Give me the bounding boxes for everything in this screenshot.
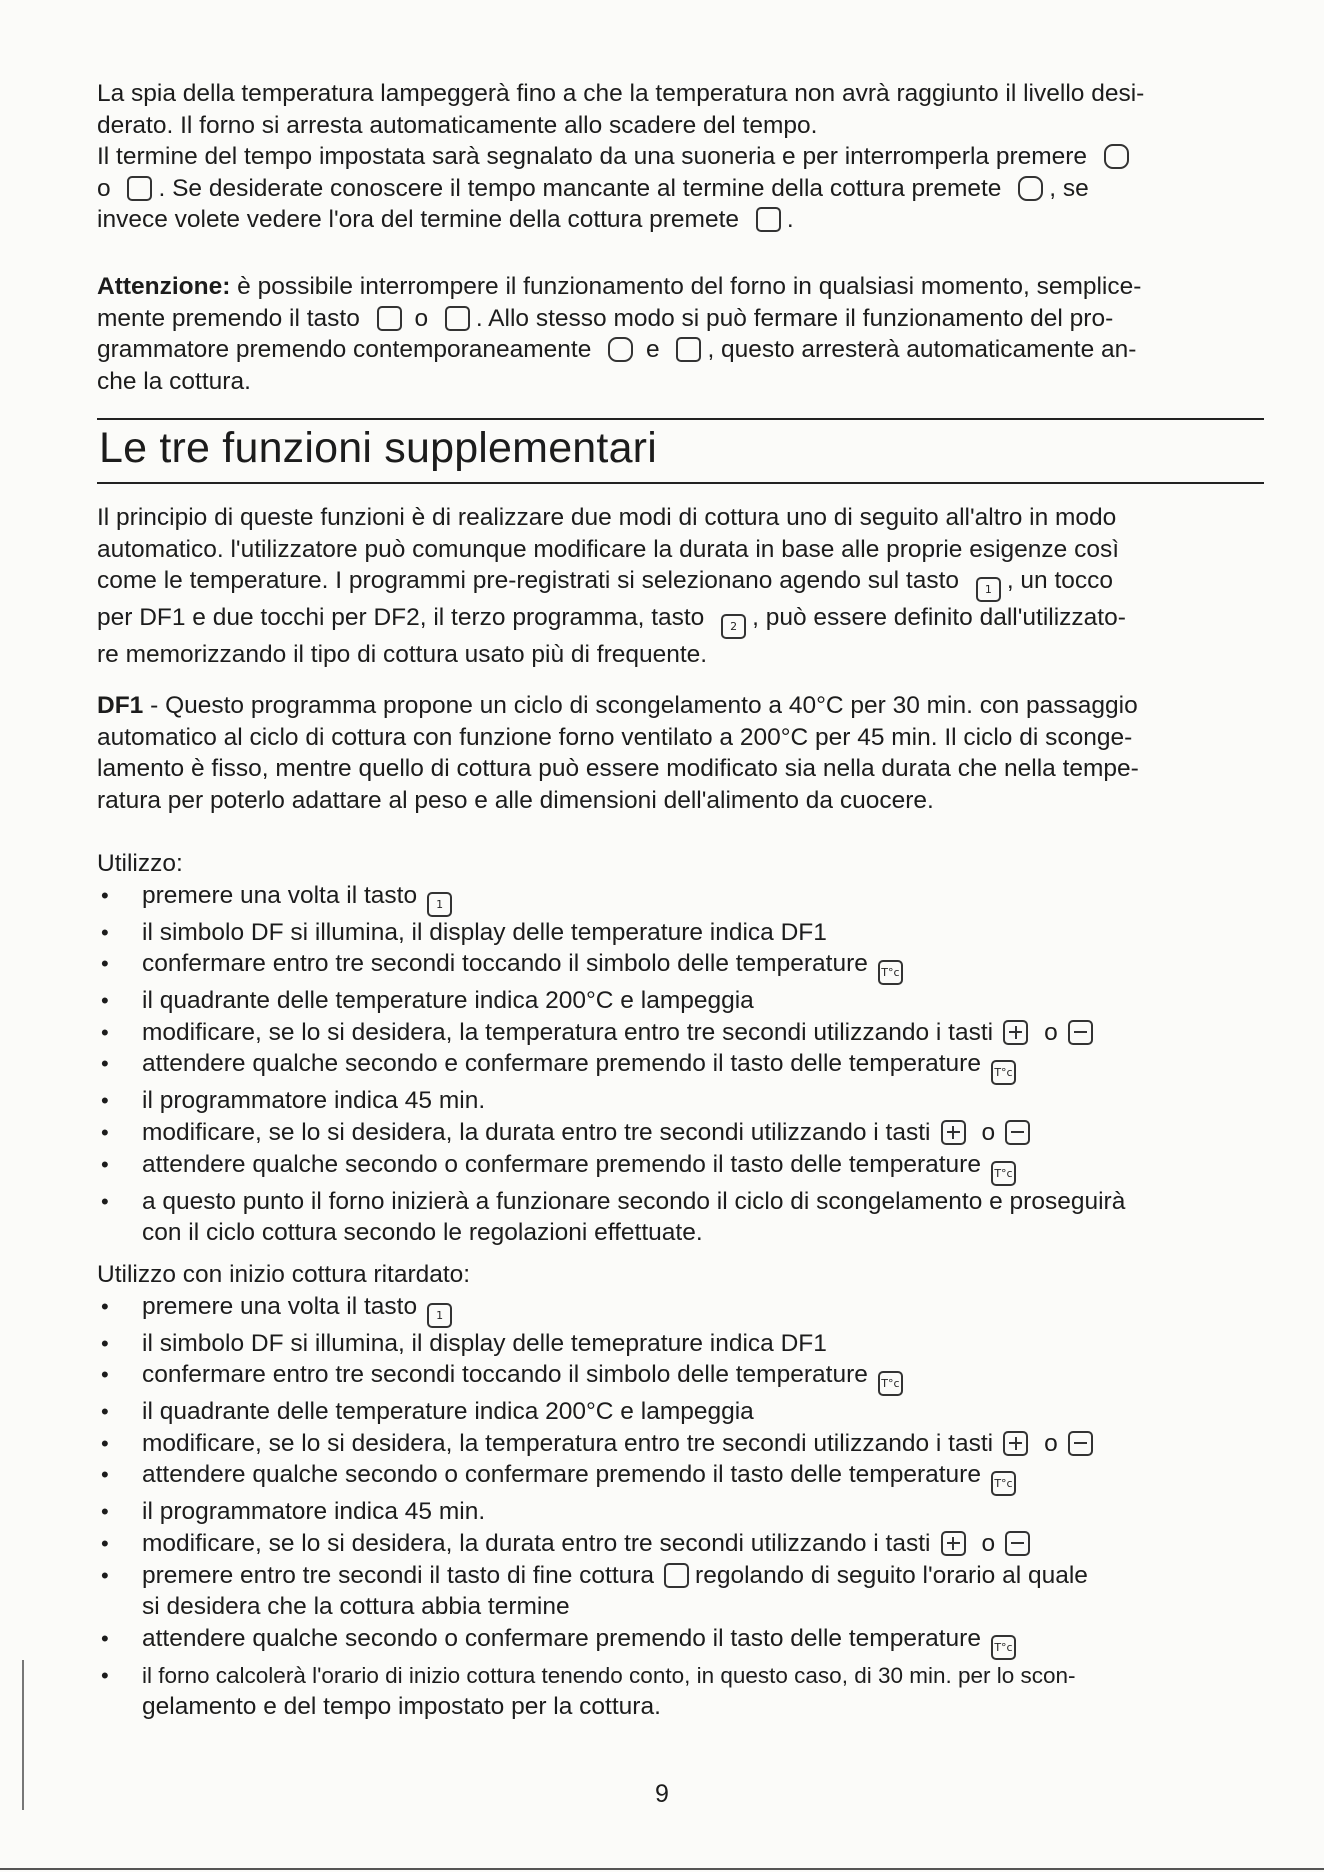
list-item: • a questo punto il forno inizierà a funzionare secondo il ciclo di scongelamento e proseguirà con il ciclo cottura secondo le regolazioni effettuate. <box>97 1186 1264 1249</box>
text-line: . Se desiderate conoscere il tempo mancante al termine della cottura premete <box>158 174 1002 202</box>
plus-key-icon <box>941 1531 966 1556</box>
minus-key-icon <box>1005 1531 1030 1556</box>
list-item: • premere una volta il tasto 1 <box>97 1291 1264 1328</box>
plus-key-icon <box>1003 1431 1028 1456</box>
list-item: • modificare, se lo si desidera, la temperatura entro tre secondi utilizzando i tasti o <box>97 1428 1264 1460</box>
list-item: • il programmatore indica 45 min. <box>97 1496 1264 1528</box>
text-line: mente premendo il tasto <box>97 304 360 332</box>
attention-label: Attenzione: <box>97 273 231 300</box>
end-time-key-icon <box>676 337 701 362</box>
temperature-key-icon: T°c <box>991 1161 1016 1186</box>
text-line: . <box>786 206 794 234</box>
temperature-key-icon: T°c <box>878 960 903 985</box>
list-item: • attendere qualche secondo e confermare premendo il tasto delle temperature T°c <box>97 1048 1264 1085</box>
cook-time-key-icon <box>377 306 402 331</box>
list-item: • modificare, se lo si desidera, la durata entro tre secondi utilizzando i tasti o <box>97 1528 1264 1560</box>
end-time-key-icon <box>664 1563 689 1588</box>
text-line: automatico. l'utilizzatore può comunque modificare la durata in base alle proprie esigenze così <box>97 535 1120 563</box>
list-item: • il quadrante delle temperature indica 200°C e lampeggia <box>97 1396 1264 1428</box>
text-line: Il principio di queste funzioni è di realizzare due modi di cottura uno di seguito all'altro in modo <box>97 504 1117 531</box>
section-title: Le tre funzioni supplementari <box>99 424 657 472</box>
text-line: , può essere definito dall'utilizzato- <box>752 604 1126 632</box>
plus-key-icon <box>941 1120 966 1145</box>
text-line: grammatore premendo contemporaneamente <box>97 336 592 364</box>
delayed-usage-list <box>97 1291 1264 1723</box>
program-one-key-icon: 1 <box>427 1303 452 1328</box>
list-item: • il programmatore indica 45 min. <box>97 1085 1264 1117</box>
df1-paragraph <box>97 690 1264 816</box>
usage-section <box>97 848 1264 1249</box>
temperature-key-icon: T°c <box>991 1635 1016 1660</box>
intro-paragraph <box>97 78 1264 236</box>
text-line: e <box>645 336 660 364</box>
list-item: • confermare entro tre secondi toccando il simbolo delle temperature T°c <box>97 948 1264 985</box>
usage-list <box>97 880 1264 1249</box>
text-line: , un tocco <box>1006 567 1114 595</box>
principle-paragraph <box>97 502 1264 671</box>
page-number: 9 <box>655 1780 669 1808</box>
list-item: • attendere qualche secondo o confermare premendo il tasto delle temperature T°c <box>97 1623 1264 1660</box>
text-line: o <box>414 304 429 332</box>
text-line: Il termine del tempo impostata sarà segnalato da una suoneria e per interromperla premere <box>97 143 1088 171</box>
usage-title: Utilizzo: <box>97 850 183 877</box>
list-item: • il forno calcolerà l'orario di inizio cottura tenendo conto, in questo caso, di 30 min. per lo scon- gelamento e del tempo impostato per la cottura. <box>97 1660 1264 1723</box>
text-line: La spia della temperatura lampeggerà fino a che la temperatura non avrà raggiunto il livello desi- <box>97 80 1145 107</box>
text-line: ratura per poterlo adattare al peso e alle dimensioni dell'alimento da cuocere. <box>97 786 934 814</box>
list-item: • premere una volta il tasto 1 <box>97 880 1264 917</box>
scan-margin-line <box>22 1660 24 1810</box>
text-line: re memorizzando il tipo di cottura usato più di frequente. <box>97 641 708 669</box>
program-two-key-icon: 2 <box>721 614 746 639</box>
clock-key-icon <box>1104 144 1129 169</box>
clock-key-icon <box>608 337 633 362</box>
list-item: • premere entro tre secondi il tasto di fine cottura regolando di seguito l'orario al quale si desidera che la cottura abbia termine <box>97 1560 1264 1623</box>
text-line: derato. Il forno si arresta automaticamente allo scadere del tempo. <box>97 111 818 139</box>
text-line: - Questo programma propone un ciclo di scongelamento a 40°C per 30 min. con passaggio <box>143 692 1138 719</box>
text-line: per DF1 e due tocchi per DF2, il terzo programma, tasto <box>97 604 705 632</box>
list-item: • attendere qualche secondo o confermare premendo il tasto delle temperature T°c <box>97 1149 1264 1186</box>
list-item: • modificare, se lo si desidera, la durata entro tre secondi utilizzando i tasti o <box>97 1117 1264 1149</box>
minus-key-icon <box>1068 1020 1093 1045</box>
end-key-icon <box>445 306 470 331</box>
text-line: che la cottura. <box>97 367 251 395</box>
text-line: automatico al ciclo di cottura con funzione forno ventilato a 200°C per 45 min. Il ciclo di sconge- <box>97 723 1133 751</box>
text-line: è possibile interrompere il funzionamento del forno in qualsiasi momento, semplice- <box>230 273 1142 300</box>
list-item: • modificare, se lo si desidera, la temperatura entro tre secondi utilizzando i tasti o <box>97 1017 1264 1049</box>
list-item: • il simbolo DF si illumina, il display delle temeprature indica DF1 <box>97 1328 1264 1360</box>
delayed-usage-section <box>97 1259 1264 1723</box>
text-line: . Allo stesso modo si può fermare il funzionamento del pro- <box>475 304 1114 332</box>
plus-key-icon <box>1003 1020 1028 1045</box>
section-heading <box>97 418 1264 484</box>
clock-key-icon <box>1018 176 1043 201</box>
program-one-key-icon: 1 <box>976 577 1001 602</box>
temperature-key-icon: T°c <box>991 1471 1016 1496</box>
temperature-key-icon: T°c <box>991 1060 1016 1085</box>
minus-key-icon <box>1005 1120 1030 1145</box>
text-line: , se <box>1049 174 1089 202</box>
list-item: • attendere qualche secondo o confermare premendo il tasto delle temperature T°c <box>97 1459 1264 1496</box>
end-time-key-icon <box>127 176 152 201</box>
end-time-key-icon <box>756 207 781 232</box>
list-item: • il simbolo DF si illumina, il display delle temperature indica DF1 <box>97 917 1264 949</box>
df1-label: DF1 <box>97 692 144 719</box>
minus-key-icon <box>1068 1431 1093 1456</box>
program-one-key-icon: 1 <box>427 892 452 917</box>
list-item: • il quadrante delle temperature indica 200°C e lampeggia <box>97 985 1264 1017</box>
delayed-usage-title: Utilizzo con inizio cottura ritardato: <box>97 1261 471 1288</box>
text-line: , questo arresterà automaticamente an- <box>707 336 1137 364</box>
list-item: • confermare entro tre secondi toccando il simbolo delle temperature T°c <box>97 1359 1264 1396</box>
attention-paragraph <box>97 271 1264 397</box>
text-line: come le temperature. I programmi pre-registrati si selezionano agendo sul tasto <box>97 567 959 595</box>
text-line: o <box>97 174 111 202</box>
temperature-key-icon: T°c <box>878 1371 903 1396</box>
scan-bottom-edge <box>0 1868 1324 1870</box>
text-line: invece volete vedere l'ora del termine della cottura premete <box>97 206 740 234</box>
text-line: lamento è fisso, mentre quello di cottura può essere modificato sia nella durata che nella tempe- <box>97 755 1139 783</box>
